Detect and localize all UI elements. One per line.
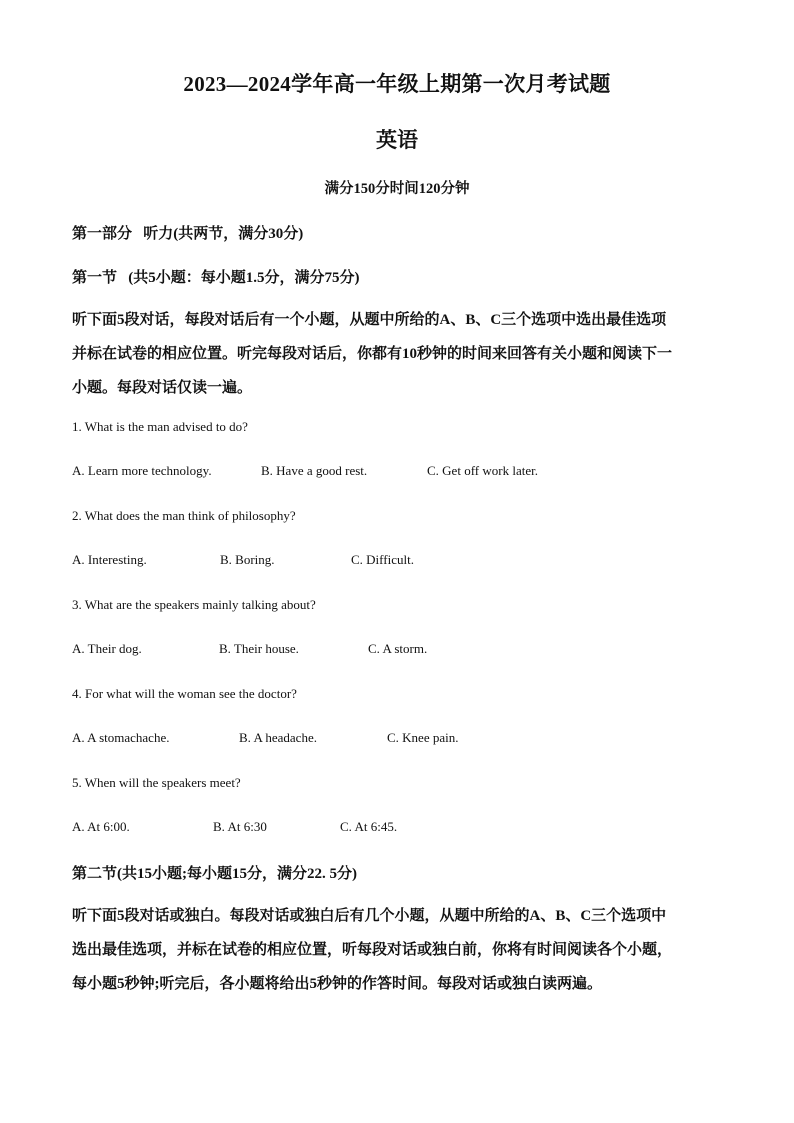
instruction-line: 听下面5段对话，每段对话后有一个小题，从题中所给的A、B、C三个选项中选出最佳选项 <box>72 312 667 328</box>
question-4: 4. For what will the woman see the doctor? <box>72 686 297 701</box>
question-3-option-a: A. Their dog. <box>72 641 142 656</box>
instruction-line: 并标在试卷的相应位置。听完每段对话后，你都有10秒钟的时间来回答有关小题和阅读下一 <box>72 346 673 362</box>
section1-heading: 第一节 (共5小题：每小题1.5分，满分75分) <box>72 270 360 286</box>
question-5-option-b: B. At 6:30 <box>213 819 267 834</box>
question-3-option-c: C. A storm. <box>368 641 428 656</box>
instruction-line: 选出最佳选项，并标在试卷的相应位置，听每段对话或独白前，你将有时间阅读各个小题， <box>72 942 673 958</box>
section2-instruction <box>72 899 727 1001</box>
question-2-option-a: A. Interesting. <box>72 552 147 567</box>
question-3: 3. What are the speakers mainly talking about? <box>72 597 316 612</box>
section2-heading: 第二节(共15小题;每小题15分，满分22. 5分) <box>72 866 357 882</box>
question-5: 5. When will the speakers meet? <box>72 775 241 790</box>
question-4-option-b: B. A headache. <box>239 730 317 745</box>
question-5-option-a: A. At 6:00. <box>72 819 130 834</box>
subject-title: 英语 <box>376 128 418 152</box>
question-1-option-a: A. Learn more technology. <box>72 463 212 478</box>
score-time-line: 满分150分时间120分钟 <box>324 181 470 197</box>
question-4-option-a: A. A stomachache. <box>72 730 170 745</box>
instruction-line: 小题。每段对话仅读一遍。 <box>72 380 253 396</box>
question-1-option-b: B. Have a good rest. <box>261 463 368 478</box>
question-2: 2. What does the man think of philosophy? <box>72 508 296 523</box>
question-2-option-c: C. Difficult. <box>351 552 414 567</box>
question-1: 1. What is the man advised to do? <box>72 419 248 434</box>
question-5-option-c: C. At 6:45. <box>340 819 398 834</box>
question-1-option-c: C. Get off work later. <box>427 463 538 478</box>
question-4-option-c: C. Knee pain. <box>387 730 459 745</box>
instruction-line: 听下面5段对话或独白。每段对话或独白后有几个小题，从题中所给的A、B、C三个选项中 <box>72 908 667 924</box>
section1-instruction <box>72 303 727 405</box>
instruction-line: 每小题5秒钟;听完后，各小题将给出5秒钟的作答时间。每段对话或独白读两遍。 <box>72 976 602 992</box>
part1-heading: 第一部分 听力(共两节，满分30分) <box>72 226 304 242</box>
question-3-option-b: B. Their house. <box>219 641 299 656</box>
question-2-option-b: B. Boring. <box>220 552 275 567</box>
exam-title: 2023—2024学年高一年级上期第一次月考试题 <box>183 72 611 96</box>
